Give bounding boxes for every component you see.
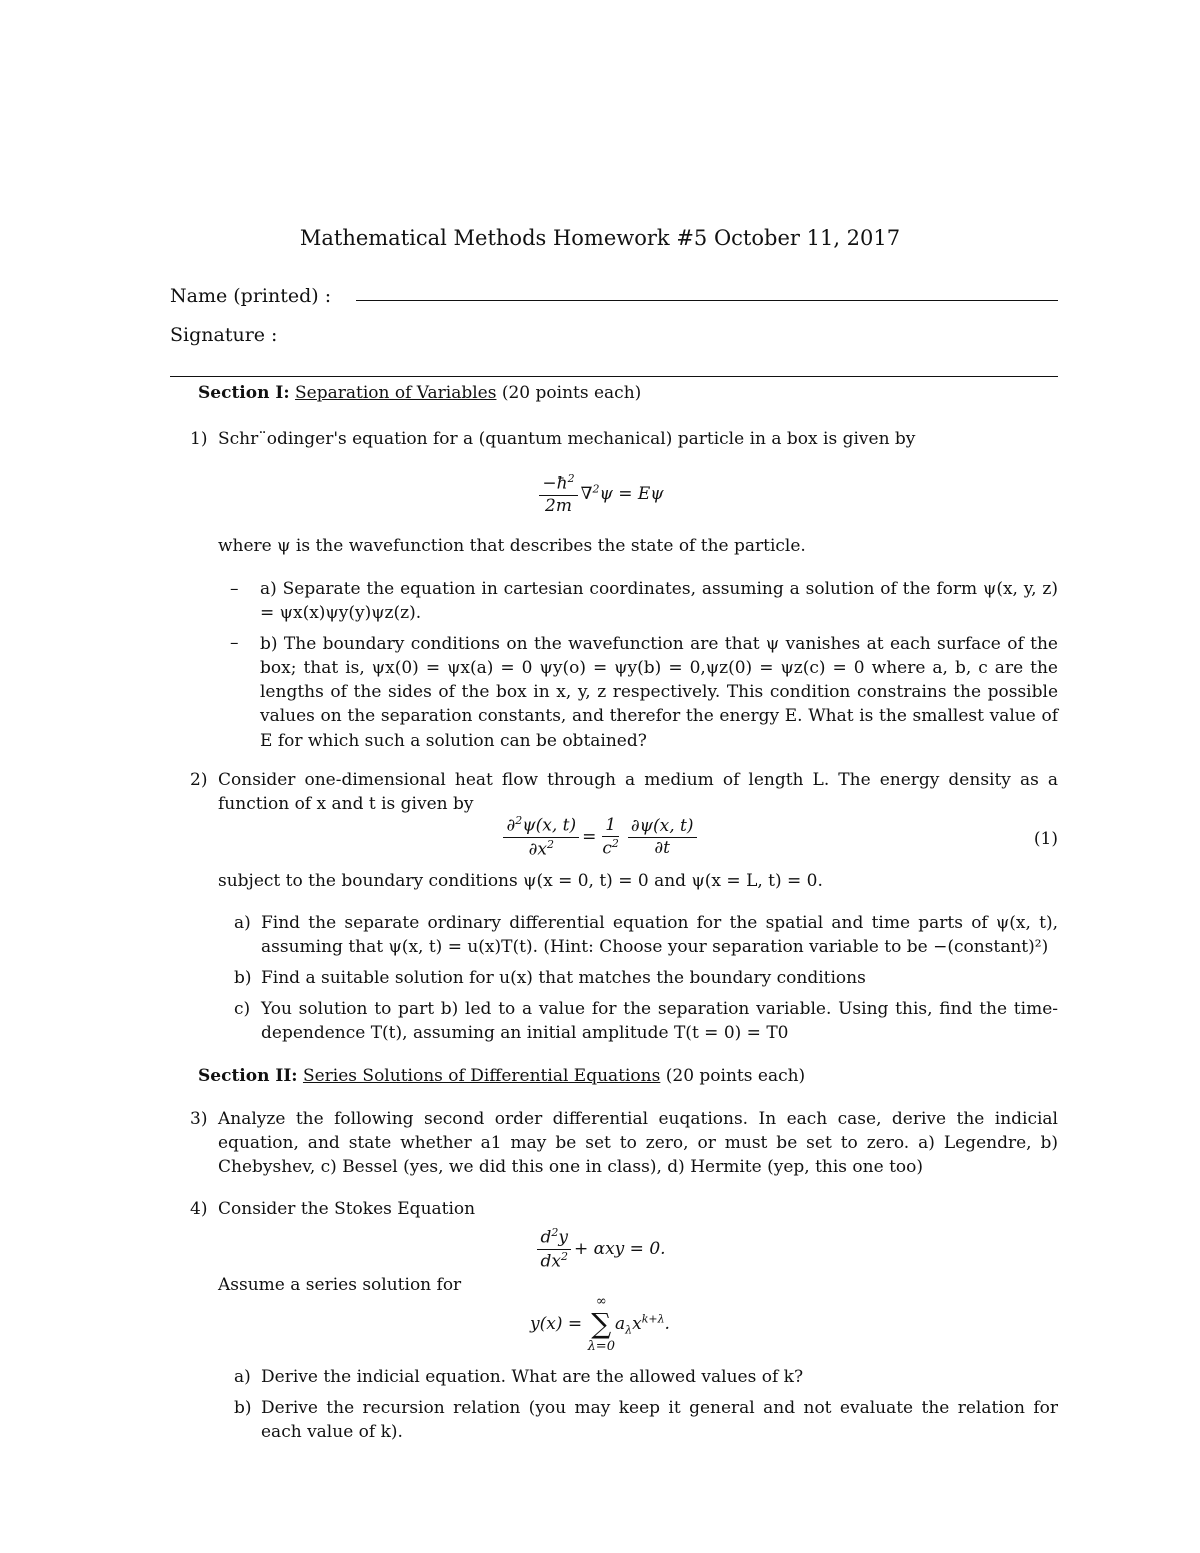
q1-number: 1) xyxy=(190,429,208,449)
q4-intro: Consider the Stokes Equation xyxy=(218,1199,476,1219)
q2-part-a-text: Find the separate ordinary differential equation for the spatial and time parts of ψ(x, t), assuming that ψ(x, t) = u(x)T(t). (Hint: Choose your separation variable to be −(constant)²) xyxy=(261,913,1058,957)
q2-part-c xyxy=(218,998,1058,1048)
q2-part-b-text: Find a suitable solution for u(x) that matches the boundary conditions xyxy=(261,968,866,988)
q4-assume: Assume a series solution for xyxy=(218,1275,462,1295)
q1-part-a xyxy=(218,578,1058,628)
q1-part-b xyxy=(218,632,1058,752)
q4-number: 4) xyxy=(190,1199,208,1219)
q2-equation: $\frac{\partial^2\psi(x, t)}{\partial x^2}$ = $\frac{1}{c^2}$ $\frac{\partial\psi(x, t)}{\partial t}$ (1) xyxy=(0,814,1200,861)
q4-part-b-marker: b) xyxy=(234,1398,252,1418)
q2-after: subject to the boundary conditions ψ(x = 0, t) = 0 and ψ(x = L, t) = 0. xyxy=(218,871,823,891)
section2-heading xyxy=(198,1065,805,1089)
q1-part-a-marker: – xyxy=(230,579,239,599)
q2-part-c-text: You solution to part b) led to a value for the separation variable. Using this, find the time-dependence T(t), assuming an initial amplitude T(t = 0) = T0 xyxy=(261,999,1058,1043)
section1-topic: Separation of Variables xyxy=(295,383,497,403)
section1-points: (20 points each) xyxy=(501,383,642,403)
q1-after: where ψ is the wavefunction that describes the state of the particle. xyxy=(218,536,806,556)
q1-intro: Schr¨odinger's equation for a (quantum mechanical) particle in a box is given by xyxy=(218,429,916,449)
page-title: Mathematical Methods Homework #5 October 11, 2017 xyxy=(299,226,901,250)
section2-points: (20 points each) xyxy=(665,1066,806,1086)
q1-part-b-marker: – xyxy=(230,633,239,653)
q2-part-b-marker: b) xyxy=(234,968,252,988)
name-field-line[interactable] xyxy=(356,300,1058,301)
q4-part-b-text: Derive the recursion relation (you may keep it general and not evaluate the relation for each value of k). xyxy=(261,1398,1058,1442)
q2-part-a xyxy=(218,912,1058,962)
question-3 xyxy=(170,1108,1058,1183)
section1-heading xyxy=(198,382,641,406)
section1-label: Section I: xyxy=(198,383,290,403)
q2-part-a-marker: a) xyxy=(234,913,251,933)
section2-topic: Series Solutions of Differential Equations xyxy=(302,1066,661,1086)
q1-part-b-text: b) The boundary conditions on the wavefunction are that ψ vanishes at each surface of the box; that is, ψx(0) = ψx(a) = 0 ψy(o) = ψy(b) = 0,ψz(0) = ψz(c) = 0 where a, b, c are the lengths of the sides of the box in x, y, z respectively. This condition constrains the possible values on the separation constants, and therefor the energy E. What is the smallest value of E for which such a solution can be obtained? xyxy=(260,634,1058,751)
q2-part-b xyxy=(218,967,1058,993)
q4-equation: $\frac{d^2y}{dx^2}$ + αxy = 0. xyxy=(0,1226,1200,1273)
q1-equation: $\frac{-ħ^2}{2m}$ ∇$^2$ψ = Eψ xyxy=(0,472,1200,517)
q2-equation-number: (1) xyxy=(1033,829,1058,849)
q3-number: 3) xyxy=(190,1109,208,1129)
q4-part-a-marker: a) xyxy=(234,1367,251,1387)
q1-part-a-text: a) Separate the equation in cartesian coordinates, assuming a solution of the form ψ(x, y, z) = ψx(x)ψy(y)ψz(z). xyxy=(260,579,1058,623)
question-4 xyxy=(170,1198,1058,1224)
q4-series: y(x) = ∞ ∑ λ=0 $a_\lambda x^{k+\lambda}$. xyxy=(530,1294,670,1355)
question-2 xyxy=(170,769,1058,819)
q4-part-b xyxy=(218,1397,1058,1447)
q3-text: Analyze the following second order differential euqations. In each case, derive the indicial equation, and state whether a1 may be set to zero, or must be set to zero. a) Legendre, b) Chebyshev, c) Bessel (yes, we did this one in class), d) Hermite (yep, this one too) xyxy=(218,1109,1058,1177)
signature-field-line[interactable] xyxy=(170,376,1058,377)
q2-intro: Consider one-dimensional heat flow through a medium of length L. The energy density as a function of x and t is given by xyxy=(218,770,1058,814)
q4-part-a-text: Derive the indicial equation. What are the allowed values of k? xyxy=(261,1367,804,1387)
q2-part-c-marker: c) xyxy=(234,999,251,1019)
section2-label: Section II: xyxy=(198,1066,298,1086)
q4-part-a xyxy=(218,1366,1058,1392)
question-1 xyxy=(170,428,1058,454)
signature-label: Signature : xyxy=(170,324,278,346)
q2-number: 2) xyxy=(190,770,208,790)
name-label: Name (printed) : xyxy=(170,285,332,307)
